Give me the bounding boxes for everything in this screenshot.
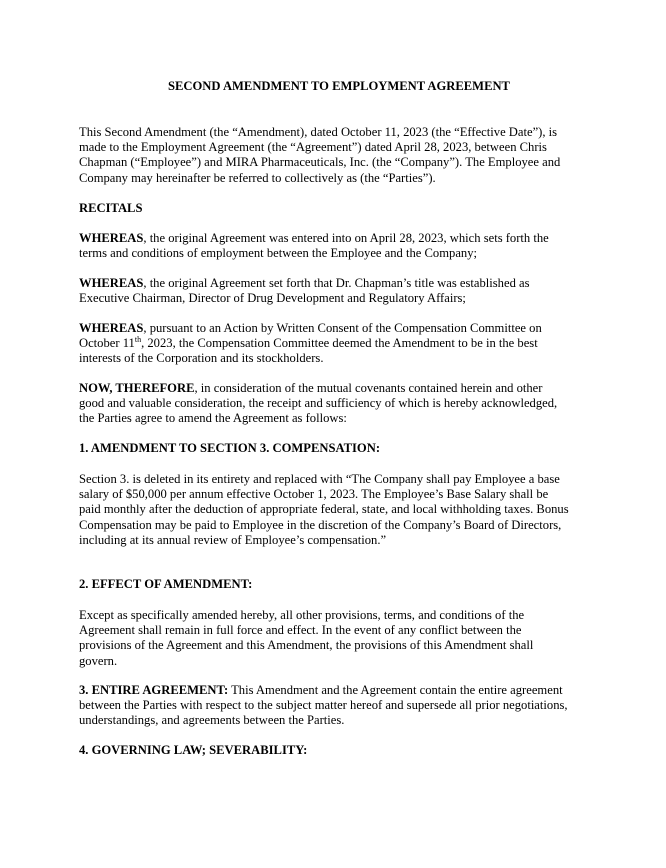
section-3-line: between the Parties with respect to the subject matter hereof and supersede all prior negotiations, [79,698,568,713]
section-2-line: Agreement shall remain in full force and effect. In the event of any conflict between the [79,623,522,638]
now-therefore-label: NOW, THEREFORE [79,381,195,395]
whereas-text: terms and conditions of employment between the Employee and the Company; [79,246,478,261]
section-1-line: Compensation may be paid to Employee in the discretion of the Company’s Board of Directors, [79,517,562,532]
ordinal-suffix: th [134,335,142,345]
section-1-line: Section 3. is deleted in its entirety and replaced with “The Company shall pay Employee a base [79,472,560,486]
document-title: SECOND AMENDMENT TO EMPLOYMENT AGREEMENT [168,79,510,93]
whereas-label: WHEREAS [79,276,144,290]
whereas-paragraph-3 [79,321,599,367]
whereas-text: interests of the Corporation and its stockholders. [79,351,324,366]
recitals-heading: RECITALS [79,201,143,215]
section-3-line: understandings, and agreements between the Parties. [79,713,345,728]
whereas-text: October 11 [79,336,135,351]
section-3-heading: 3. ENTIRE AGREEMENT: [79,683,229,697]
section-3-line: This Amendment and the Agreement contain the entire agreement [228,683,563,697]
section-2-line: Except as specifically amended hereby, all other provisions, terms, and conditions of the [79,608,525,622]
whereas-label: WHEREAS [79,231,144,245]
section-2-heading: 2. EFFECT OF AMENDMENT: [79,577,253,591]
section-1-heading: 1. AMENDMENT TO SECTION 3. COMPENSATION: [79,441,381,455]
whereas-text: , 2023, the Compensation Committee deemed the Amendment to be in the best [141,336,538,351]
whereas-text: Executive Chairman, Director of Drug Development and Regulatory Affairs; [79,291,466,306]
section-1-line: including at its annual review of Employee’s compensation.” [79,532,387,547]
whereas-label: WHEREAS [79,321,144,335]
section-2-line: govern. [79,653,118,668]
section-1-paragraph [79,472,599,548]
intro-line: Chapman (“Employee”) and MIRA Pharmaceuticals, Inc. (the “Company”). The Employee and [79,155,561,170]
section-1-line: salary of $50,000 per annum effective October 1, 2023. The Employee’s Base Salary shall be [79,487,549,502]
whereas-text: , the original Agreement was entered into on April 28, 2023, which sets forth the [143,231,549,245]
whereas-paragraph-1 [79,231,599,261]
section-4-heading: 4. GOVERNING LAW; SEVERABILITY: [79,743,308,757]
now-therefore-paragraph [79,381,599,427]
whereas-text: , the original Agreement set forth that Dr. Chapman’s title was established as [143,276,530,290]
intro-line: made to the Employment Agreement (the “Agreement”) dated April 28, 2023, between Chris [79,140,547,155]
section-3-paragraph [79,683,599,729]
section-2-paragraph [79,608,599,669]
section-1-line: paid monthly after the deduction of appropriate federal, state, and local withholding taxes. Bonus [79,502,569,517]
intro-paragraph [79,125,599,186]
section-2-line: provisions of the Agreement and this Amendment, the provisions of this Amendment shall [79,638,534,653]
whereas-paragraph-2 [79,276,599,306]
whereas-text: , pursuant to an Action by Written Consent of the Compensation Committee on [143,321,542,335]
intro-line: Company may hereinafter be referred to collectively as (the “Parties”). [79,170,436,185]
now-therefore-text: the Parties agree to amend the Agreement as follows: [79,411,347,426]
now-therefore-text: good and valuable consideration, the receipt and sufficiency of which is hereby acknowledged, [79,396,558,411]
now-therefore-text: , in consideration of the mutual covenants contained herein and other [194,381,543,395]
intro-line: This Second Amendment (the “Amendment), dated October 11, 2023 (the “Effective Date”), is [79,125,558,139]
